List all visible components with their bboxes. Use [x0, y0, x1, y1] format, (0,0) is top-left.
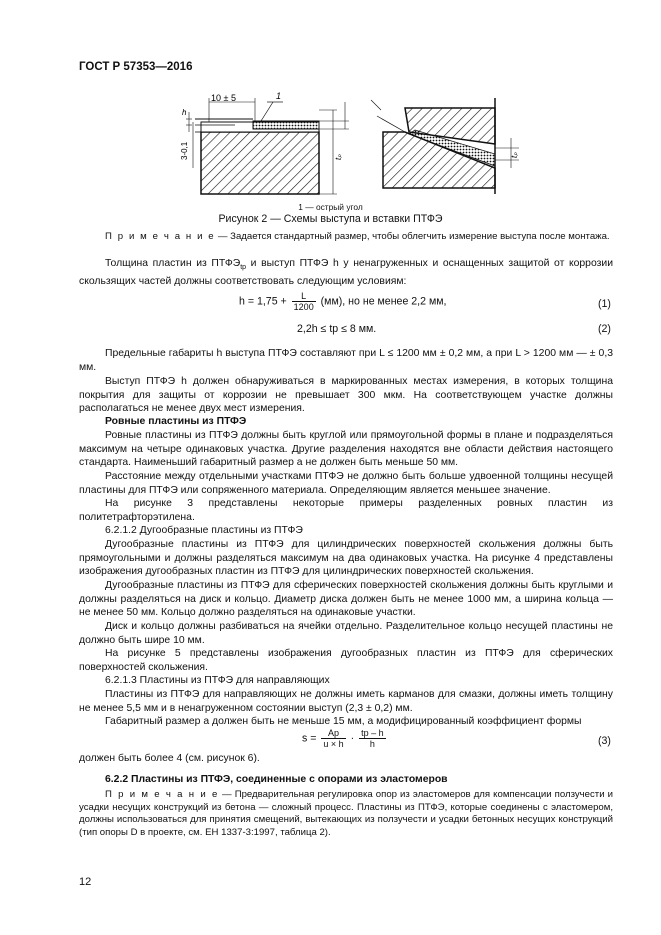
eq-1-number: (1) [598, 298, 611, 310]
figure-caption: Рисунок 2 — Схемы выступа и вставки ПТФЭ [218, 213, 443, 225]
dim-tp: tₚ [334, 154, 343, 160]
heading-6-2-2: 6.2.2 Пластины из ПТФЭ, соединенные с опорами из эластомеров [105, 774, 448, 785]
paragraph-disk-ring: Диск и кольцо должны разбиваться на ячейки отдельно. Разделительное кольцо несущей пластины не должно быть шире 10 мм. [79, 621, 613, 646]
p1-text: Толщина пластин из ПТФЭ [105, 258, 241, 269]
formula-3-den1: u × h [323, 739, 344, 749]
formula-1-lhs: h = 1,75 + [239, 295, 290, 308]
paragraph-measure: Выступ ПТФЭ h должен обнаруживаться в маркированных местах измерения, в которых толщина покрытия для защиты от коррозии не превышает 300 мкм. На соответствующем участке должны располагаться не менее двух мест измерения. [79, 376, 613, 415]
eq-2-number: (2) [598, 323, 611, 335]
dim-vertical: 3-0,1 [180, 141, 189, 160]
formula-3-lhs: s = [302, 732, 320, 745]
formula-3-den2: h [369, 739, 375, 749]
note-2 [79, 789, 613, 839]
formula-1-den: 1200 [293, 302, 314, 312]
heading-6-2-1-2: 6.2.1.2 Дугообразные пластины из ПТФЭ [105, 525, 303, 536]
formula-3 [302, 728, 388, 749]
formula-2: 2,2h ≤ tp ≤ 8 мм. [297, 323, 377, 335]
heading-flat-plates: Ровные пластины из ПТФЭ [105, 416, 247, 427]
paragraph-curved-cyl: Дугообразные пластины из ПТФЭ для цилиндрических поверхностей скольжения должны быть прямоугольными и должны разделяться максимум на два одинаковых участка. На рисунке 4 представлены изображения дугообразных пластин из ПТФЭ для цилиндрических поверхностей скольжения. [79, 539, 613, 578]
dim-callout: 1 [276, 91, 282, 101]
paragraph-fig3: На рисунке 3 представлены некоторые примеры разделенных ровных пластин из политетрафторэтилена. [79, 498, 613, 523]
paragraph-coefficient: должен быть более 4 (см. рисунок 6). [79, 753, 260, 764]
paragraph-curved-sph: Дугообразные пластины из ПТФЭ для сферических поверхностей скольжения должны быть круглыми и должны разделяться на диск и кольцо. Диаметр диска должен быть не менее 1000 мм, а ширина кольца — не менее 50 мм. Кольцо должно разделяться на одинаковые участки. [79, 580, 613, 619]
note-2-text: — Предварительная регулировка опор из эластомеров для компенсации ползучести и усадки несущих конструкций из бетона — сложный процесс. Пластины из ПТФЭ, которые соединены с эластомером, должны использоваться для принятия смещений, вытекающих из ползучести и усадки бетонных несущих конструкций (тип опоры D в проекте, см. ЕН 1337-3:1997, таблица 2). [79, 789, 613, 838]
page-number: 12 [79, 876, 92, 888]
formula-3-dot: · [347, 732, 358, 745]
p1-rest: и выступ ПТФЭ h у ненагруженных и оснащенных защитой от коррозии скользящих частей должны соответствовать следующим условиям: [79, 258, 613, 287]
note-1-label: П р и м е ч а н и е [105, 231, 216, 242]
formula-3-num2: tp – h [361, 728, 384, 738]
heading-6-2-1-3: 6.2.1.3 Пластины из ПТФЭ для направляющих [105, 675, 330, 686]
note-1 [79, 231, 613, 244]
note-2-label: П р и м е ч а н и е [105, 789, 219, 800]
paragraph-flat-plates: Ровные пластины из ПТФЭ должны быть круглой или прямоугольной формы в плане и подразделяться максимум на четыре одинаковых участка. Другие разделения находятся вне области действия настоящего стандарта. Наименьший габаритный размер a не должен быть меньше 50 мм. [79, 430, 613, 469]
dim-h: h [182, 108, 187, 117]
paragraph-guides: Пластины из ПТФЭ для направляющих не должны иметь карманов для смазки, должны иметь толщину не менее 5,5 мм и в ненагруженном состоянии выступ (2,3 ± 0,2) мм. [79, 689, 613, 714]
dim-tp-right: tₚ [510, 152, 519, 158]
paragraph-dimension-a: Габаритный размер a должен быть не меньше 15 мм, а модифицированный коэффициент формы [105, 716, 582, 727]
note-1-text: — Задается стандартный размер, чтобы облегчить измерение выступа после монтажа. [215, 231, 610, 242]
p1-sub: tp [240, 264, 247, 272]
figure-2-schematics [165, 88, 535, 204]
paragraph-fig5: На рисунке 5 представлены изображения дугообразных пластин из ПТФЭ для сферических поверхностей скольжения. [79, 648, 613, 673]
right-schematic [371, 98, 519, 194]
formula-3-num1: Ap [321, 728, 345, 739]
paragraph-limits: Предельные габариты h выступа ПТФЭ составляют при L ≤ 1200 мм ± 0,2 мм, а при L > 1200 мм — ± 0,3 мм. [79, 348, 613, 373]
paragraph-distance: Расстояние между отдельными участками ПТФЭ не должно быть больше удвоенной толщины несущей пластины для ПТФЭ или сопряженного материала. Определяющим является меньшее значение. [79, 471, 613, 496]
formula-1 [239, 291, 446, 312]
left-schematic [180, 91, 349, 194]
eq-3-number: (3) [598, 735, 611, 747]
formula-1-rhs: (мм), но не менее 2,2 мм, [317, 295, 447, 308]
paragraph-thickness [79, 257, 613, 288]
formula-1-num: L [292, 291, 316, 302]
standard-header: ГОСТ Р 57353—2016 [79, 61, 193, 73]
dim-left-top: 10 ± 5 [211, 93, 236, 103]
figure-legend: 1 — острый угол [298, 202, 363, 212]
